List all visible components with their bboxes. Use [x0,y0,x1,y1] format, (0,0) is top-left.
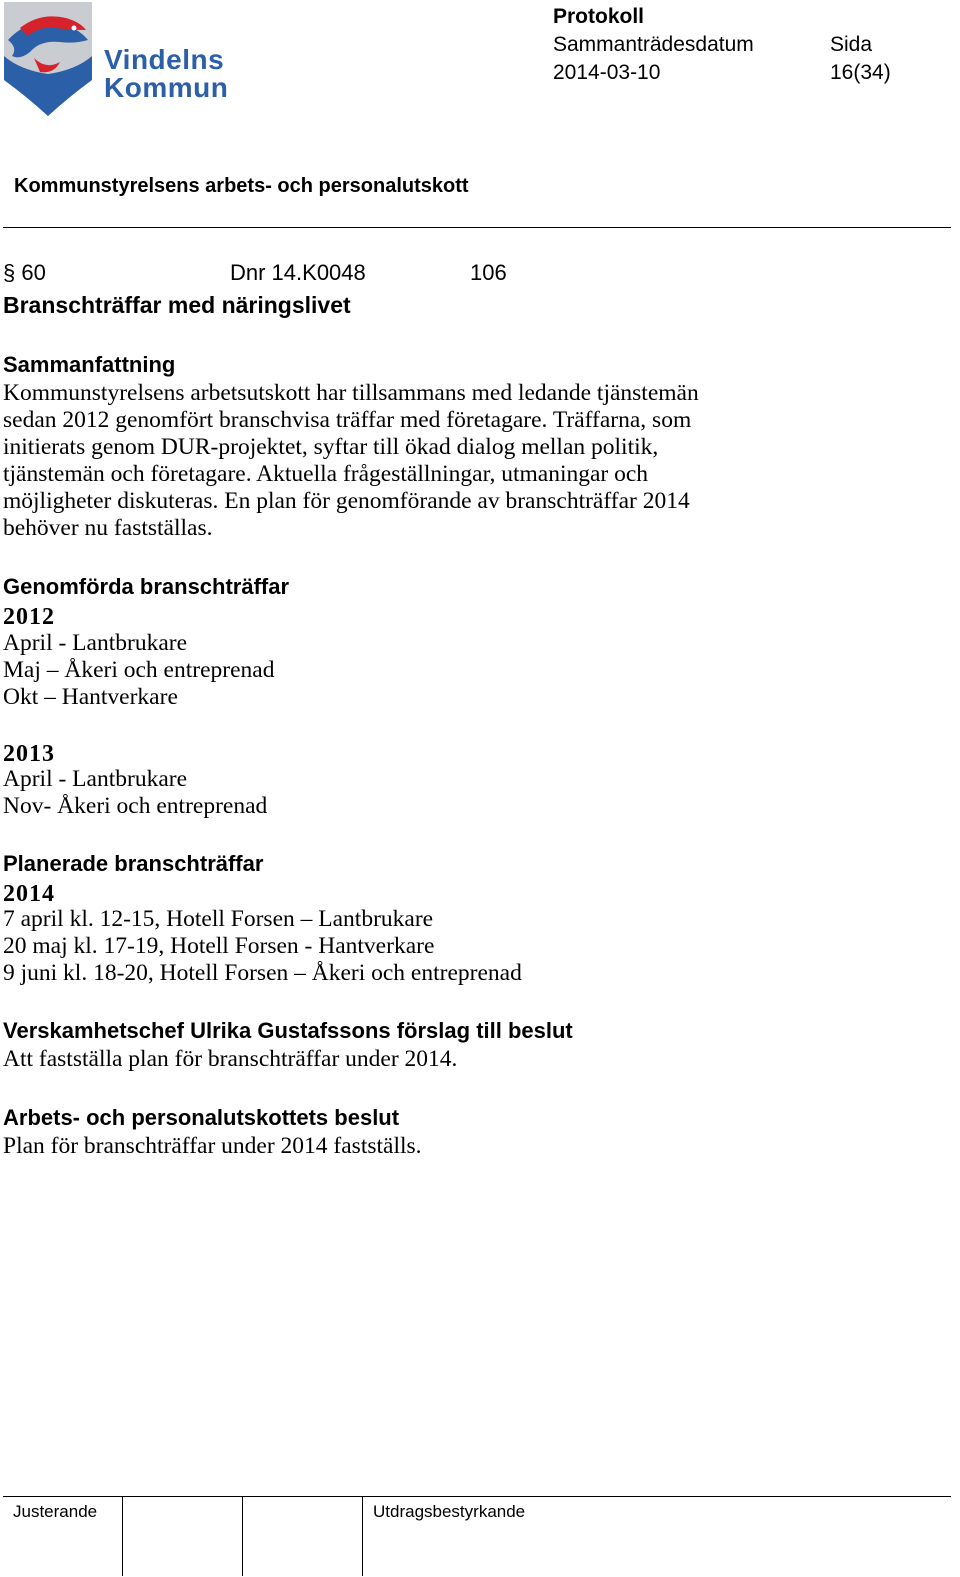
completed-heading: Genomförda branschträffar [3,574,290,599]
dnr: Dnr 14.K0048 [230,260,366,285]
list-item: 9 juni kl. 18-20, Hotell Forsen – Åkeri och entreprenad [3,960,522,986]
date-label: Sammanträdesdatum [553,33,754,56]
utdragsbestyrkande-label: Utdragsbestyrkande [373,1502,526,1521]
page-number: 16(34) [830,61,891,84]
meeting-date: 2014-03-10 [553,61,661,84]
signature-box [242,1496,243,1576]
decision-heading: Arbets- och personalutskottets beslut [3,1105,400,1130]
logo-text-vindelns: Vindelns [104,44,225,75]
list-item: Maj – Åkeri och entreprenad [3,657,275,683]
summary-line: tjänstemän och företagare. Aktuella frågeställningar, utmaningar och [3,461,649,487]
summary-heading: Sammanfattning [3,352,176,377]
decision-text: Plan för branschträffar under 2014 fastställs. [3,1133,422,1159]
year-2013: 2013 [3,741,55,767]
list-item: 7 april kl. 12-15, Hotell Forsen – Lantbrukare [3,906,434,932]
summary-line: initierats genom DUR-projektet, syftar till ökad dialog mellan politik, [3,434,659,460]
proposal-heading: Verskamhetschef Ulrika Gustafssons förslag till beslut [3,1018,573,1043]
paragraph-number: § 60 [3,260,46,285]
page-label: Sida [830,33,873,56]
summary-line: sedan 2012 genomfört branschvisa träffar med företagare. Träffarna, som [3,407,692,433]
planned-heading: Planerade branschträffar [3,851,264,876]
list-2012 [3,630,274,711]
list-item: Okt – Hantverkare [3,684,178,710]
summary-text [3,380,699,542]
summary-line: möjligheter diskuteras. En plan för genomförande av branschträffar 2014 [3,488,690,514]
logo-text-kommun: Kommun [104,72,229,103]
committee-name: Kommunstyrelsens arbets- och personalutskott [14,175,469,197]
list-item: April - Lantbrukare [3,766,188,792]
signature-box [362,1496,363,1576]
case-number: 106 [470,260,507,285]
proposal-text: Att fastställa plan för branschträffar under 2014. [3,1046,458,1072]
year-2012: 2012 [3,604,55,630]
justerande-label: Justerande [13,1502,98,1521]
list-2013 [3,766,267,820]
signature-box [122,1496,123,1576]
year-2014: 2014 [3,881,55,907]
vindeln-logo [0,0,250,120]
doc-type: Protokoll [553,5,645,28]
list-2014 [3,906,522,987]
list-item: April - Lantbrukare [3,630,188,656]
list-item: Nov- Åkeri och entreprenad [3,793,268,819]
list-item: 20 maj kl. 17-19, Hotell Forsen - Hantverkare [3,933,435,959]
header-divider [3,227,951,228]
section-title: Branschträffar med näringslivet [3,292,351,318]
salmon-emblem-icon [0,0,100,118]
summary-line: behöver nu fastställas. [3,515,213,541]
summary-line: Kommunstyrelsens arbetsutskott har tillsammans med ledande tjänstemän [3,380,699,406]
